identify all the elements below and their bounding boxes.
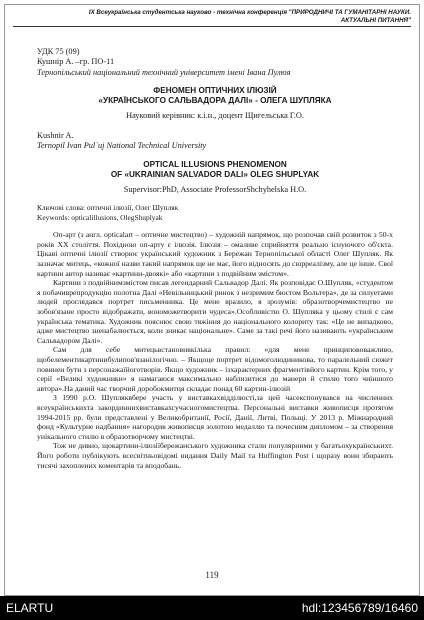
footer-handle: hdl:123456789/16460 [301,601,418,615]
university-ua: Тернопільський національний технічний університет імені Івана Пулюя [37,67,291,77]
header-line-2: АКТУАЛЬНІ ПИТАННЯ" [340,16,411,24]
supervisor-en: Supervisor:PhD, Associate ProfessorShchyhelska H.O. [123,184,307,194]
title-en-line-2: OF «UKRAINIAN SALVADOR DALI» OLEG SHUPLYAK [110,170,320,180]
page-number: 119 [205,570,219,580]
paragraph-1: Оп-арт (з англ. opticalart – оптичне мистецтво) – художній напрямок, що розпочав свій розвиток з 50-х років ХХ століття. Похідною оп-арту є ілюзія. Ілюзія – омаливе сприйняття реально існуючого об'єкта. Цікаві оптичні ілюзії створює український художник з Бережан Тернопільської області Олег Шупляк. Як зазначає митець, «кожної назви такий напрямок ще не має, його відносять до сюрреалізму, але це інше. Свої картини автор називає «картини-двоякі» або «картини з подвійним змістом». [37,230,393,278]
title-ua-line-1: ФЕНОМЕН ОПТИЧНИХ ІЛЮЗІЙ [153,85,277,95]
header-line-1: ІХ Всеукраїнська студентська науково - технічна конференція "ПРИРОДНИЧІ ТА ГУМАНІТАРНІ НАУКИ. [88,9,411,16]
supervisor-ua: Науковий керівник: к.і.н., доцент Щигельська Г.О. [126,110,304,120]
conference-header [13,9,411,27]
paragraph-5: Тож не дивно, щокартини-ілюзіїбережанського художника стали популярними у багатьохукраїнськихт. Його роботи публікують всесвітньовідомі видання Daily Mail та Huffington Post і щоразу вони збирають тисячі захоплених коментарів та вподобань. [37,441,393,470]
document-page [4,4,420,596]
paragraph-4: З 1990 р.О. Шупляквбере участь у виставкахвідділюсті,за цей часекспонувався на численних всеукраїнськихта закординнихвиставкахсучасногомистецтва. Персональні виставки живописця протягом 1994-2015 рр. були представлені у Великобританії, Росії, Данії, Литві, Польщі. У 2013 р. Міжнародний фонд «Культурне надбання» нагородив живописця золотою медаллю та почесним дипломом – за створення унікального стилю в образотворчому мистецтві. [37,393,393,441]
paragraph-2: Картини з подвійнимзмістом писав легендарний Сальвадор Далі. Як розповідає О.Шупляк, «студентом я побачиврепродукцію полотна Далі «Невільницький ринок з незримим бюстом Вольтера», де за силуетами людей проглядався портрет письменника. Це мене вразило, я зрозумів: образотворчемистецтво не зобов'язане просто відображати, вономожетворити чудеса».Особливістю О. Шупляка у цьому стилі є сам українська тематика. Художник пояснює свою тяжіння до національного колориту так: «Це не випадково, адже мистецтво зненабалюється, коли зникає національне». Саме за такі речі його називають «українським Сальвадором Далі». [37,278,393,345]
keywords-ua: Ключові слова: оптичні ілюзії, Олег Шупляк [37,203,179,213]
footer-repository: ELARTU [6,601,54,615]
article-content [37,47,393,470]
author-en: Kushnir A. [37,131,74,141]
paragraph-3: Сам для себе митецьвстановивкілька правил: «для мене принципововажливо, щобелементикартинибулипов'язанілогічно. – Якщоце портрет відомоголюдиникова, то паралельний сюжет повинен бути з персонажаїйоготворів. Якщо художник – ізхарактерних фрагментівйого картин. Крім того, у серії «Великі художники» я намагаюся максимально наблизитися до манери й стилю того чиіншого автора».На даний час творчий доробокмитця складає понад 60 картин-ілюзій [37,345,393,393]
title-ua-line-2: «УКРАЇНСЬКОГО САЛЬВАДОРА ДАЛІ» - ОЛЕГА ШУПЛЯКА [98,96,332,106]
keywords-en: Keywords: opticalillusions, OlegShuplyak [37,212,163,222]
udc-code: УДК 75 (09) [37,47,80,56]
footer-bar [0,596,424,620]
university-en: Ternopil Ivan Pul`uj National Technical University [37,141,207,151]
author-ua: Кушнір А. –гр. ПО-11 [37,57,115,67]
title-en-line-1: OPTICAL ILLUSIONS PHENOMENON [143,159,287,169]
